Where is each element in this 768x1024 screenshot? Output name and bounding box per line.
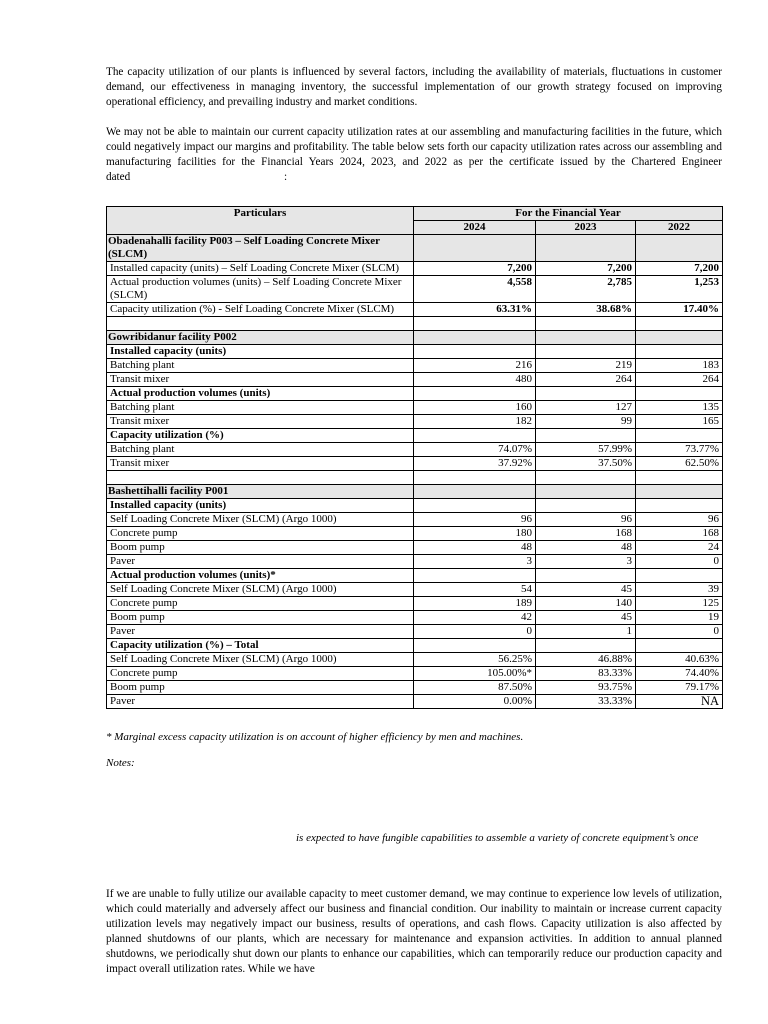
paragraph-utilization-risk: If we are unable to fully utilize our available capacity to meet customer demand, we may continue to experience low levels of utilization, which could materially and adversely affect our business and financial condition. Our inability to maintain or increase current capacity utilization levels may negatively impact our business, results of operations, and cash flows. Capacity utilization is also affected by planned shutdowns of our plants, which are necessary for maintenance and expansion activities. In addition to annual planned shutdowns, we periodically shut down our plants to enhance our capabilities, which can temporarily reduce our production capacity and impact overall utilization rates. While we have xyxy=(106,888,722,975)
row-label: Concrete pump xyxy=(107,597,414,611)
subsection-title: Capacity utilization (%) xyxy=(107,429,414,443)
table-row xyxy=(107,653,723,667)
subsection-row xyxy=(107,569,723,583)
value-2022: 1,253 xyxy=(636,276,723,303)
table-footnote: * Marginal excess capacity utilization is on account of higher efficiency by men and machines. xyxy=(106,731,524,743)
row-label: Paver xyxy=(107,695,414,709)
value-2023: 96 xyxy=(536,513,636,527)
value-2022: 264 xyxy=(636,373,723,387)
subsection-title: Actual production volumes (units)* xyxy=(107,569,414,583)
value-2024: 54 xyxy=(414,583,536,597)
value-2023: 2,785 xyxy=(536,276,636,303)
row-label: Boom pump xyxy=(107,681,414,695)
value-2022: 40.63% xyxy=(636,653,723,667)
row-label: Installed capacity (units) – Self Loading Concrete Mixer (SLCM) xyxy=(107,262,414,276)
subsection-row xyxy=(107,639,723,653)
value-2023: 45 xyxy=(536,583,636,597)
paragraph-capacity-factors: The capacity utilization of our plants is influenced by several factors, including the availability of materials, fluctuations in customer demand, our effectiveness in managing inventory, the successful implementation of our growth strategy focused on improving operational efficiency, and prevailing industry and market conditions. xyxy=(106,66,722,108)
value-2022: 19 xyxy=(636,611,723,625)
value-2022: NA xyxy=(636,695,723,709)
value-2024: 3 xyxy=(414,555,536,569)
spacer-row xyxy=(107,471,723,485)
row-label: Boom pump xyxy=(107,541,414,555)
section-header-row xyxy=(107,331,723,345)
section-title: Gowribidanur facility P002 xyxy=(107,331,414,345)
row-label: Capacity utilization (%) - Self Loading Concrete Mixer (SLCM) xyxy=(107,303,414,317)
value-2023: 48 xyxy=(536,541,636,555)
row-label: Paver xyxy=(107,625,414,639)
value-2024: 182 xyxy=(414,415,536,429)
value-2022: 125 xyxy=(636,597,723,611)
paragraph-capacity-intro: We may not be able to maintain our current capacity utilization rates at our assembling and manufacturing facilities in the future, which could negatively impact our margins and profitability. The table below sets forth our capacity utilization rates across our assembling and manufacturing facilities for the Financial Years 2024, 2023, and 2022 as per the certificate issued by the Chartered Engineer dated : xyxy=(106,126,722,183)
value-2022: 183 xyxy=(636,359,723,373)
table-row xyxy=(107,359,723,373)
value-2023: 140 xyxy=(536,597,636,611)
particulars-header: Particulars xyxy=(107,207,414,235)
value-2023: 168 xyxy=(536,527,636,541)
row-label: Batching plant xyxy=(107,359,414,373)
value-2023: 37.50% xyxy=(536,457,636,471)
value-2024: 0.00% xyxy=(414,695,536,709)
table-row xyxy=(107,513,723,527)
row-label: Concrete pump xyxy=(107,527,414,541)
table-row xyxy=(107,583,723,597)
table-row xyxy=(107,303,723,317)
value-2022: 62.50% xyxy=(636,457,723,471)
year-2023-header: 2023 xyxy=(536,221,636,235)
table-row xyxy=(107,597,723,611)
subsection-row xyxy=(107,499,723,513)
table-row xyxy=(107,611,723,625)
table-row xyxy=(107,667,723,681)
table-row xyxy=(107,373,723,387)
table-row xyxy=(107,541,723,555)
row-label: Batching plant xyxy=(107,443,414,457)
subsection-title: Installed capacity (units) xyxy=(107,499,414,513)
value-2023: 38.68% xyxy=(536,303,636,317)
value-2024: 4,558 xyxy=(414,276,536,303)
value-2023: 219 xyxy=(536,359,636,373)
table-row xyxy=(107,262,723,276)
value-2022: 17.40% xyxy=(636,303,723,317)
value-2024: 37.92% xyxy=(414,457,536,471)
row-label: Transit mixer xyxy=(107,457,414,471)
value-2024: 480 xyxy=(414,373,536,387)
subsection-row xyxy=(107,345,723,359)
row-label: Transit mixer xyxy=(107,415,414,429)
notes-label: Notes: xyxy=(106,757,135,769)
value-2022: 79.17% xyxy=(636,681,723,695)
value-2024: 74.07% xyxy=(414,443,536,457)
value-2022: 24 xyxy=(636,541,723,555)
value-2024: 42 xyxy=(414,611,536,625)
value-2024: 189 xyxy=(414,597,536,611)
row-label: Self Loading Concrete Mixer (SLCM) (Argo 1000) xyxy=(107,513,414,527)
value-2023: 57.99% xyxy=(536,443,636,457)
value-2023: 99 xyxy=(536,415,636,429)
table-row xyxy=(107,695,723,709)
value-2024: 160 xyxy=(414,401,536,415)
subsection-title: Actual production volumes (units) xyxy=(107,387,414,401)
value-2022: 96 xyxy=(636,513,723,527)
subsection-row xyxy=(107,387,723,401)
value-2023: 7,200 xyxy=(536,262,636,276)
capacity-utilization-table xyxy=(106,206,723,709)
value-2023: 127 xyxy=(536,401,636,415)
table-row xyxy=(107,401,723,415)
spacer-row xyxy=(107,317,723,331)
value-2023: 1 xyxy=(536,625,636,639)
table-row xyxy=(107,681,723,695)
table-row xyxy=(107,415,723,429)
section-header-row xyxy=(107,485,723,499)
section-title: Bashettihalli facility P001 xyxy=(107,485,414,499)
subsection-row xyxy=(107,429,723,443)
row-label: Paver xyxy=(107,555,414,569)
table-row xyxy=(107,457,723,471)
subsection-title: Installed capacity (units) xyxy=(107,345,414,359)
row-label: Batching plant xyxy=(107,401,414,415)
value-2022: 74.40% xyxy=(636,667,723,681)
section-title: Obadenahalli facility P003 – Self Loading Concrete Mixer (SLCM) xyxy=(107,235,414,262)
value-2023: 3 xyxy=(536,555,636,569)
subsection-title: Capacity utilization (%) – Total xyxy=(107,639,414,653)
row-label: Actual production volumes (units) – Self Loading Concrete Mixer (SLCM) xyxy=(107,276,414,303)
value-2024: 0 xyxy=(414,625,536,639)
value-2022: 165 xyxy=(636,415,723,429)
year-2022-header: 2022 xyxy=(636,221,723,235)
value-2024: 96 xyxy=(414,513,536,527)
value-2023: 45 xyxy=(536,611,636,625)
value-2023: 93.75% xyxy=(536,681,636,695)
row-label: Transit mixer xyxy=(107,373,414,387)
value-2024: 180 xyxy=(414,527,536,541)
value-2024: 87.50% xyxy=(414,681,536,695)
value-2023: 46.88% xyxy=(536,653,636,667)
value-2024: 7,200 xyxy=(414,262,536,276)
value-2022: 168 xyxy=(636,527,723,541)
value-2023: 33.33% xyxy=(536,695,636,709)
year-2024-header: 2024 xyxy=(414,221,536,235)
value-2024: 105.00%* xyxy=(414,667,536,681)
row-label: Self Loading Concrete Mixer (SLCM) (Argo 1000) xyxy=(107,653,414,667)
value-2024: 56.25% xyxy=(414,653,536,667)
row-label: Concrete pump xyxy=(107,667,414,681)
value-2023: 83.33% xyxy=(536,667,636,681)
value-2024: 63.31% xyxy=(414,303,536,317)
value-2023: 264 xyxy=(536,373,636,387)
section-header-row xyxy=(107,235,723,262)
financial-year-header: For the Financial Year xyxy=(414,207,723,221)
row-label: Self Loading Concrete Mixer (SLCM) (Argo 1000) xyxy=(107,583,414,597)
value-2024: 48 xyxy=(414,541,536,555)
value-2022: 0 xyxy=(636,625,723,639)
value-2022: 73.77% xyxy=(636,443,723,457)
value-2024: 216 xyxy=(414,359,536,373)
fungible-note: is expected to have fungible capabilities to assemble a variety of concrete equipment’s once xyxy=(296,832,699,844)
value-2022: 135 xyxy=(636,401,723,415)
value-2022: 7,200 xyxy=(636,262,723,276)
row-label: Boom pump xyxy=(107,611,414,625)
table-row xyxy=(107,625,723,639)
table-row xyxy=(107,443,723,457)
table-row xyxy=(107,555,723,569)
table-row xyxy=(107,527,723,541)
value-2022: 0 xyxy=(636,555,723,569)
value-2022: 39 xyxy=(636,583,723,597)
table-row xyxy=(107,276,723,303)
